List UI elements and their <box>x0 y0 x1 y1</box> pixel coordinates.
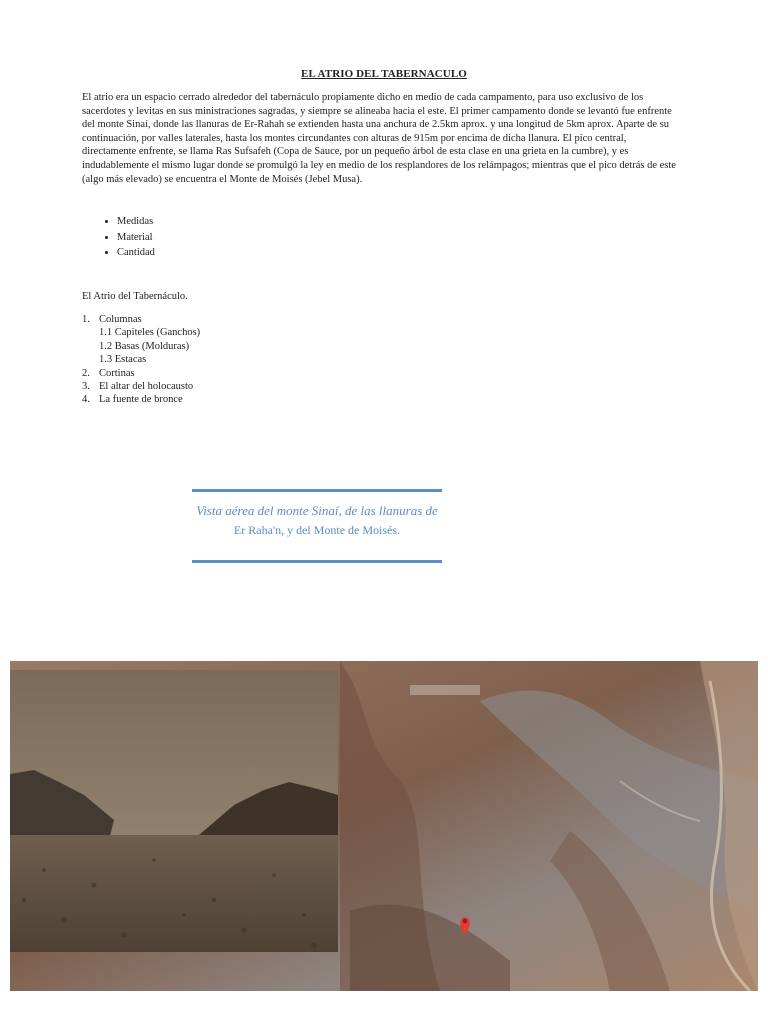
outline-item <box>82 367 200 380</box>
outline-label: La fuente de bronce <box>99 394 183 406</box>
caption-regular-text: Er Raha'n, y del Monte de Moisés. <box>233 523 401 537</box>
outline-item <box>82 380 200 393</box>
outline-label: Cortinas <box>99 367 135 379</box>
outline-subitem: 1.1 Capiteles (Ganchos) <box>99 327 201 339</box>
outline-number: 4. <box>82 394 90 406</box>
section-subtitle: El Atrio del Tabernáculo. <box>82 291 188 302</box>
outline-list <box>82 313 200 407</box>
outline-item <box>82 313 200 326</box>
bullet-item: • Cantidad <box>117 245 155 261</box>
bullet-item: • Material <box>117 230 155 246</box>
document-title: EL ATRIO DEL TABERNACULO <box>301 68 467 80</box>
outline-subitem: 1.3 Estacas <box>99 354 147 366</box>
caption-box <box>192 489 442 563</box>
photo-composite <box>10 661 758 991</box>
outline-number: 1. <box>82 314 90 325</box>
outline-item <box>82 393 200 406</box>
intro-paragraph: El atrio era un espacio cerrado alrededor del tabernáculo propiamente dicho en medio de cada campamento, para uso exclusivo de los sacerdotes y levitas en sus ministraciones sagradas, y siempre se alineaba hacia el este. El primer campamento donde se levantó fue enfrente del monte Sinaí, donde las llanuras de Er-Rahah se extienden hasta una anchura de 2.5km aprox. y una longitud de 5km aprox. Aparte de su continuación, por valles laterales, hasta los montes circundantes con alturas de 915m por encima de dicha llanura. El pico central, directamente enfrente, se llama Ras Sufsafeh (Copa de Sauce, por un pequeño árbol de esta clase en una grieta en la cumbre), y es indudablemente el mismo lugar donde se promulgó la ley en medio de los resplandores de los relámpagos; mientras que el pico detrás de este (algo más elevado) se encuentra el Monte de Moisés (Jebel Musa). <box>82 92 676 185</box>
outline-number: 2. <box>82 367 90 379</box>
caption-text <box>192 501 442 540</box>
bullet-item: • Medidas <box>117 214 155 230</box>
outline-number: 3. <box>82 381 90 393</box>
bullet-list <box>82 214 155 261</box>
caption-italic-text: Vista aérea del monte Sinaí, de las llanuras de <box>196 503 438 518</box>
photo-area <box>10 661 758 991</box>
outline-label: Columnas <box>99 314 142 325</box>
outline-subitem: 1.2 Basas (Molduras) <box>99 340 190 352</box>
outline-label: El altar del holocausto <box>99 381 194 393</box>
plain-photo-image <box>10 670 338 952</box>
